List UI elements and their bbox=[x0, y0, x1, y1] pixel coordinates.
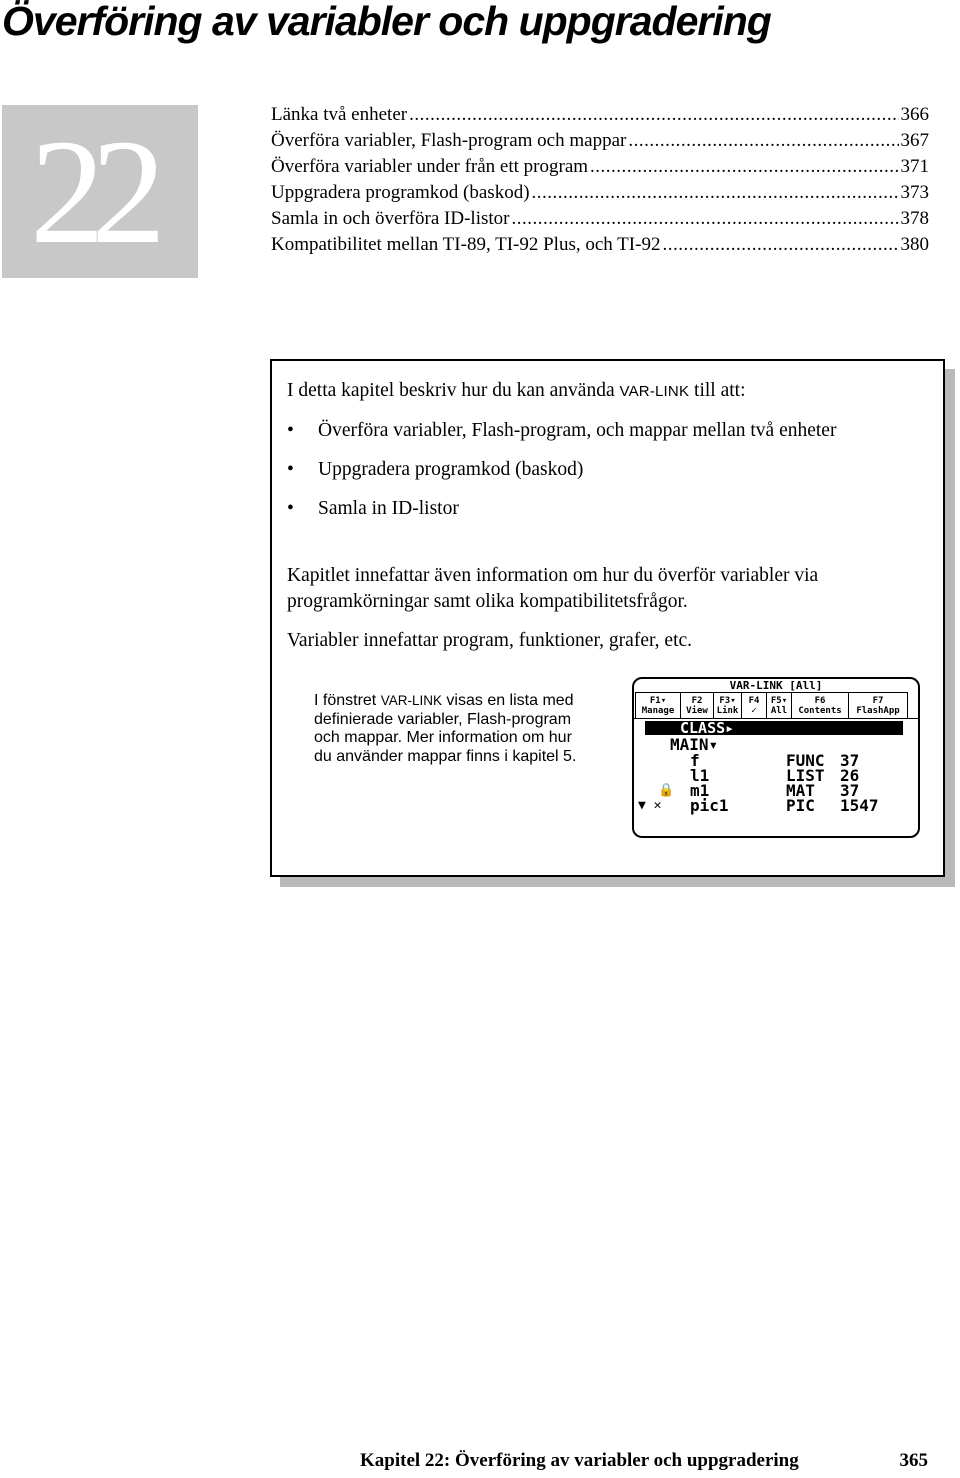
intro-box bbox=[270, 359, 945, 877]
fkey-number: F7 bbox=[872, 695, 884, 706]
var-type: MAT bbox=[786, 781, 815, 800]
intro-lead bbox=[287, 378, 917, 405]
lock-icon: 🔒 bbox=[658, 783, 675, 798]
toc-entry[interactable] bbox=[271, 156, 929, 182]
toc-leader-dots bbox=[409, 104, 898, 126]
intro-paragraph: Kapitlet innefattar även information om hur du överför variabler via programkörningar samt olika kompatibilitetsfrågor. bbox=[287, 565, 819, 612]
fkey-f4-check[interactable] bbox=[742, 693, 767, 718]
toc-entry-label: Överföra variabler under från ett program bbox=[271, 156, 589, 177]
toc-entry[interactable] bbox=[271, 234, 929, 260]
fkey-number: F3▾ bbox=[719, 695, 736, 706]
var-name[interactable]: l1 bbox=[690, 766, 710, 785]
fkey-label: ✓ bbox=[751, 705, 757, 716]
bullet-icon: • bbox=[287, 498, 294, 519]
folder-name: CLASS▸ bbox=[680, 719, 735, 737]
scroll-down-archive-icon: ▼ ✕ bbox=[638, 798, 662, 813]
toc-entry[interactable] bbox=[271, 104, 929, 130]
var-name[interactable]: f bbox=[690, 751, 700, 770]
fkey-number: F2 bbox=[691, 695, 703, 706]
fkey-number: F6 bbox=[814, 695, 826, 706]
toc-leader-dots bbox=[662, 234, 898, 256]
folder-row-main[interactable]: MAIN▾ bbox=[670, 735, 719, 754]
toc-entry[interactable] bbox=[271, 130, 929, 156]
var-name[interactable]: pic1 bbox=[690, 796, 729, 815]
bullet-text: Uppgradera programkod (baskod) bbox=[318, 459, 584, 480]
page-title: Överföring av variabler och uppgradering bbox=[2, 0, 771, 44]
toc-entry[interactable] bbox=[271, 208, 929, 234]
chapter-number-box bbox=[2, 105, 198, 278]
fkey-f6-contents[interactable] bbox=[792, 693, 849, 718]
toc-entry-label: Uppgradera programkod (baskod) bbox=[271, 182, 530, 203]
intro-lead-after: till att: bbox=[689, 380, 746, 401]
toc-entry-page: 371 bbox=[900, 156, 929, 177]
bullet-text: Överföra variabler, Flash-program, och mappar mellan två enheter bbox=[318, 420, 837, 441]
fkey-label: FlashApp bbox=[856, 705, 900, 716]
calc-screen-title: VAR-LINK [All] bbox=[729, 679, 823, 692]
list-item bbox=[287, 457, 917, 483]
fkey-number: F1▾ bbox=[649, 695, 667, 706]
toc-leader-dots bbox=[590, 156, 898, 178]
toc-entry[interactable] bbox=[271, 182, 929, 208]
var-name[interactable]: m1 bbox=[690, 781, 710, 800]
toc-entry-page: 380 bbox=[900, 234, 929, 255]
bullet-icon: • bbox=[287, 420, 294, 441]
toc-leader-dots bbox=[532, 182, 899, 204]
fkey-f7-flashapp[interactable] bbox=[849, 693, 907, 718]
fkey-label: View bbox=[686, 705, 708, 716]
fkey-f3-link[interactable] bbox=[714, 693, 742, 718]
screen-caption bbox=[314, 692, 594, 766]
fkey-number: F5▾ bbox=[770, 695, 788, 706]
toc-entry-label: Överföra variabler, Flash-program och mappar bbox=[271, 130, 627, 151]
fkey-label: Manage bbox=[641, 705, 675, 716]
intro-paragraph: Variabler innefattar program, funktioner, grafer, etc. bbox=[287, 630, 693, 651]
fkey-f1-manage[interactable] bbox=[636, 693, 681, 718]
fkey-label: Link bbox=[716, 705, 739, 716]
toc-entry-page: 378 bbox=[900, 208, 929, 229]
table-of-contents bbox=[271, 104, 929, 260]
var-type: PIC bbox=[786, 796, 815, 815]
var-link-key: VAR-LINK bbox=[380, 693, 442, 708]
list-item bbox=[287, 496, 917, 522]
footer-page-number: 365 bbox=[899, 1450, 928, 1471]
folder-row-class-selected[interactable] bbox=[645, 721, 903, 735]
toc-entry-page: 373 bbox=[900, 182, 929, 203]
toc-leader-dots bbox=[511, 208, 898, 230]
caption-after: visas en lista med definierade variabler, Flash-program och mappar. Mer information om hur du använder mappar finns i kapitel 5. bbox=[314, 692, 577, 765]
toc-entry-label: Kompatibilitet mellan TI-89, TI-92 Plus, och TI-92 bbox=[271, 234, 661, 255]
var-size: 37 bbox=[840, 781, 860, 800]
calc-divider bbox=[634, 718, 918, 719]
fkey-f2-view[interactable] bbox=[681, 693, 714, 718]
var-type: LIST bbox=[786, 766, 825, 785]
toc-leader-dots bbox=[628, 130, 898, 152]
footer-chapter-title: Kapitel 22: Överföring av variabler och uppgradering bbox=[360, 1450, 799, 1471]
bullet-text: Samla in ID-listor bbox=[318, 498, 459, 519]
var-size: 26 bbox=[840, 766, 860, 785]
toc-entry-label: Samla in och överföra ID-listor bbox=[271, 208, 510, 229]
fkey-label: Contents bbox=[798, 705, 842, 716]
var-type: FUNC bbox=[786, 751, 825, 770]
list-item bbox=[287, 418, 917, 444]
fkey-number: F4 bbox=[748, 695, 760, 706]
var-size: 1547 bbox=[840, 796, 879, 815]
toc-entry-page: 367 bbox=[900, 130, 929, 151]
fkey-f5-all[interactable] bbox=[767, 693, 792, 718]
intro-bullet-list bbox=[287, 418, 917, 535]
page-footer bbox=[360, 1450, 928, 1478]
bullet-icon: • bbox=[287, 459, 294, 480]
caption-before: I fönstret bbox=[314, 692, 381, 709]
chapter-number: 22 bbox=[30, 108, 152, 275]
var-link-key: VAR-LINK bbox=[619, 383, 690, 400]
fkey-label: All bbox=[770, 705, 788, 716]
toc-entry-page: 366 bbox=[900, 104, 929, 125]
calculator-screen bbox=[632, 677, 920, 838]
function-key-bar bbox=[635, 692, 908, 719]
toc-entry-label: Länka två enheter bbox=[271, 104, 408, 125]
var-size: 37 bbox=[840, 751, 860, 770]
intro-lead-before: I detta kapitel beskriv hur du kan använda bbox=[287, 380, 620, 401]
